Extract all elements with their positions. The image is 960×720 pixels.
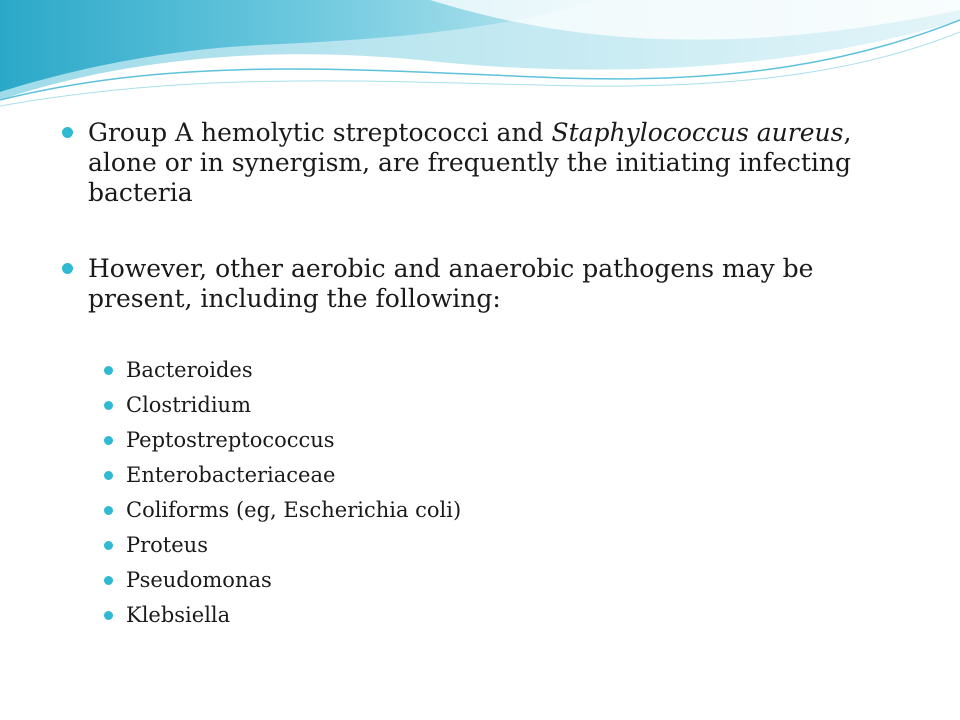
list-item-label: Peptostreptococcus	[126, 428, 335, 452]
bullet-text-part1: Group A hemolytic streptococci and	[88, 118, 552, 147]
bullet-other-pathogens	[62, 254, 922, 314]
list-item	[100, 463, 922, 498]
list-item	[100, 568, 922, 603]
sub-bullet-dot-icon	[104, 436, 113, 445]
list-item	[100, 393, 922, 428]
list-item-label: Enterobacteriaceae	[126, 463, 336, 487]
bullet-dot-icon	[62, 127, 73, 138]
bullet-initiating-bacteria	[62, 118, 922, 208]
sub-bullet-dot-icon	[104, 576, 113, 585]
header-wave-decoration	[0, 0, 960, 115]
list-item	[100, 533, 922, 568]
list-item	[100, 358, 922, 393]
list-item-label: Clostridium	[126, 393, 251, 417]
list-item	[100, 428, 922, 463]
list-item-label: Pseudomonas	[126, 568, 272, 592]
sub-bullet-dot-icon	[104, 506, 113, 515]
bullet-text: However, other aerobic and anaerobic pathogens may be present, including the following:	[88, 254, 814, 313]
bullet-dot-icon	[62, 263, 73, 274]
sub-bullet-dot-icon	[104, 366, 113, 375]
sub-bullet-dot-icon	[104, 611, 113, 620]
list-item-label: Bacteroides	[126, 358, 253, 382]
list-item-label: Coliforms (eg, Escherichia coli)	[126, 498, 462, 522]
bullet-italic-organism: Staphylococcus aureus	[551, 118, 844, 147]
sub-bullet-dot-icon	[104, 471, 113, 480]
pathogen-list	[62, 358, 922, 638]
list-item-label: Klebsiella	[126, 603, 231, 627]
list-item-label: Proteus	[126, 533, 208, 557]
list-item	[100, 498, 922, 533]
bullet-text-part2: , alone or in synergism, are frequently the initiating infecting bacteria	[88, 118, 852, 207]
list-item	[100, 603, 922, 638]
sub-bullet-dot-icon	[104, 541, 113, 550]
sub-bullet-dot-icon	[104, 401, 113, 410]
slide-content	[62, 118, 922, 638]
